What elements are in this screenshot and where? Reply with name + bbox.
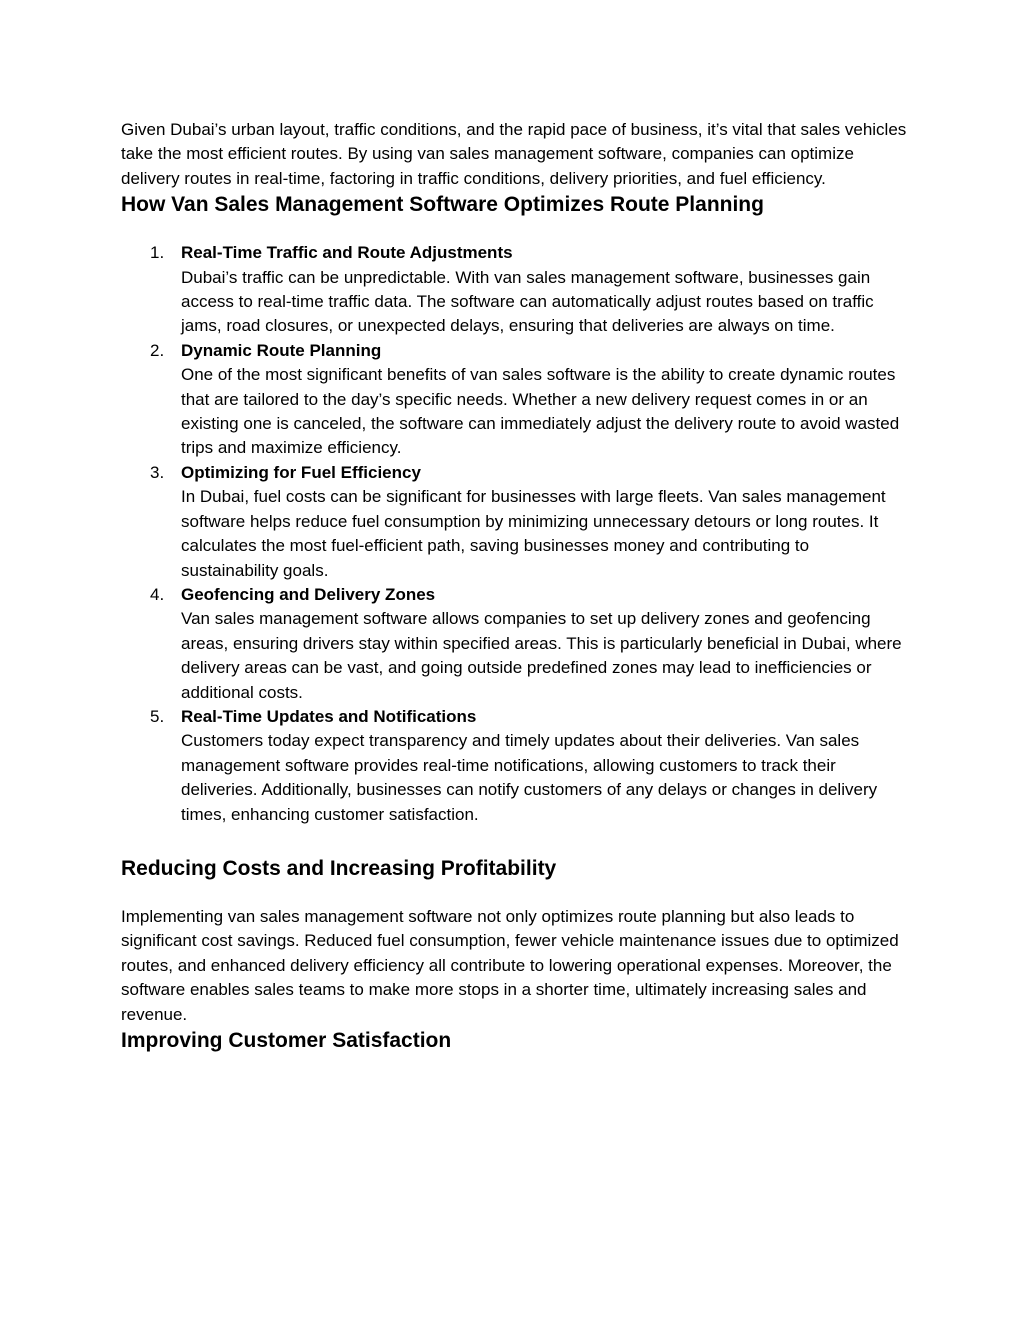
list-item [121, 461, 911, 583]
list-item-number: 2. [150, 340, 165, 360]
heading-reducing-costs: Reducing Costs and Increasing Profitability [121, 856, 557, 880]
list-item-text: Dubai’s traffic can be unpredictable. With van sales management software, businesses gain access to real-time traffic data. The software can automatically adjust routes based on traffic jams, road closures, or unexpected delays, ensuring that deliveries are always on time. [181, 267, 874, 336]
list-item-text: Van sales management software allows companies to set up delivery zones and geofencing areas, ensuring drivers stay within specified areas. This is particularly beneficial in Dubai, where delivery areas can be vast, and going outside predefined zones may lead to inefficiencies or additional costs. [181, 609, 902, 702]
route-features-list [121, 241, 911, 827]
list-item-number: 4. [150, 584, 165, 604]
list-item-text: One of the most significant benefits of van sales software is the ability to create dynamic routes that are tailored to the day’s specific needs. Whether a new delivery request comes in or an existing one is canceled, the software can immediately adjust the delivery route to avoid wasted trips and maximize efficiency. [181, 365, 900, 458]
heading-customer-satisfaction: Improving Customer Satisfaction [121, 1029, 452, 1052]
list-item [121, 241, 911, 339]
list-item [121, 583, 911, 705]
list-item [121, 705, 911, 827]
list-item-title: Optimizing for Fuel Efficiency [181, 462, 421, 482]
list-item-text: Customers today expect transparency and timely updates about their deliveries. Van sales management software provides real-time notifications, allowing customers to track their deliveries. Additionally, businesses can notify customers of any delays or changes in delivery times, enhancing customer satisfaction. [181, 731, 878, 824]
list-item-number: 5. [150, 706, 165, 726]
list-item-number: 3. [150, 462, 165, 482]
heading-route-planning: How Van Sales Management Software Optimizes Route Planning [121, 193, 764, 217]
costs-paragraph: Implementing van sales management software not only optimizes route planning but also leads to significant cost savings. Reduced fuel consumption, fewer vehicle maintenance issues due to optimized routes, and enhanced delivery efficiency all contribute to lowering operational expenses. Moreover, the software enables sales teams to make more stops in a shorter time, ultimately increasing sales and revenue. [121, 906, 899, 1024]
list-item-title: Geofencing and Delivery Zones [181, 584, 436, 604]
document-page [121, 118, 911, 1055]
list-item-text: In Dubai, fuel costs can be significant for businesses with large fleets. Van sales management software helps reduce fuel consumption by minimizing unnecessary detours or long routes. It calculates the most fuel-efficient path, saving businesses money and contributing to sustainability goals. [181, 487, 886, 580]
list-item-title: Dynamic Route Planning [181, 340, 382, 360]
list-item-title: Real-Time Updates and Notifications [181, 706, 477, 726]
list-item-title: Real-Time Traffic and Route Adjustments [181, 243, 513, 263]
list-item-number: 1. [150, 243, 165, 263]
list-item [121, 339, 911, 461]
intro-paragraph: Given Dubai’s urban layout, traffic conditions, and the rapid pace of business, it’s vital that sales vehicles take the most efficient routes. By using van sales management software, companies can optimize delivery routes in real-time, factoring in traffic conditions, delivery priorities, and fuel efficiency. [121, 120, 907, 188]
